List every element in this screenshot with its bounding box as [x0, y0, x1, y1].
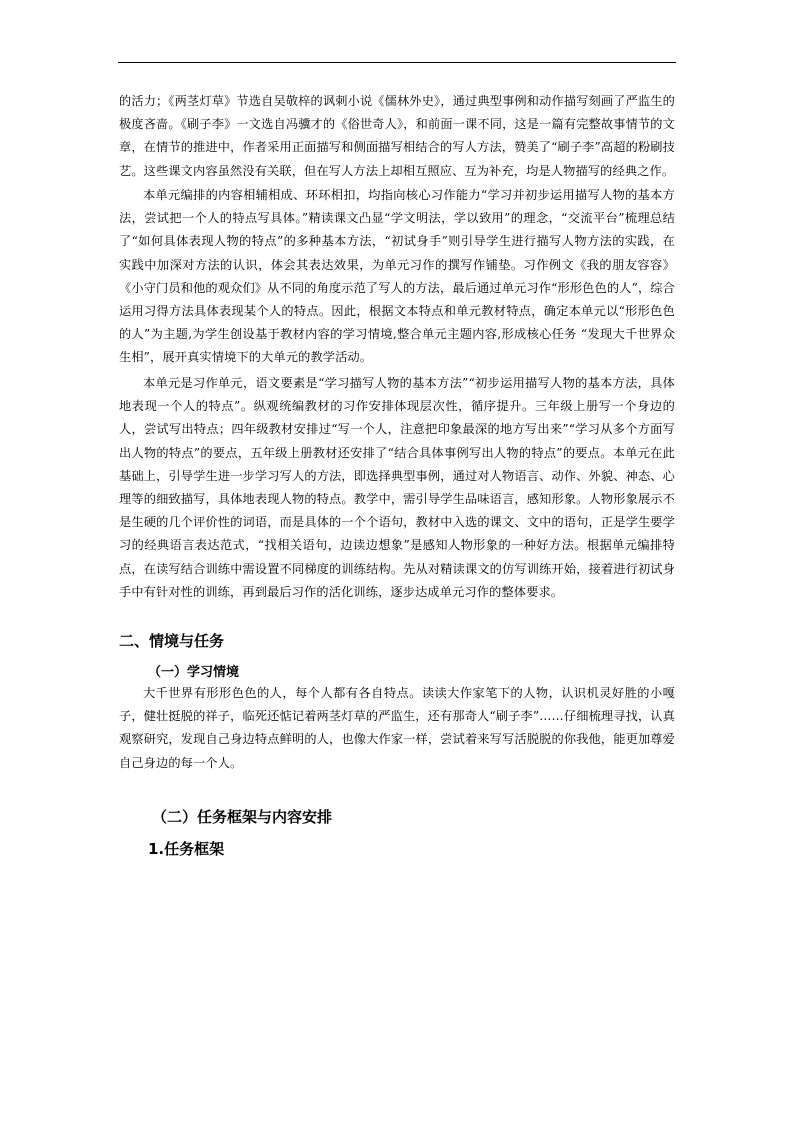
heading-task-framework-sub: 1.任务框架 — [148, 840, 225, 858]
heading-task-framework: （二）任务框架与内容安排 — [152, 808, 333, 826]
paragraph-unit-elements: 本单元是习作单元，语文要素是“学习描写人物的基本方法”“初步运用描写人物的基本方法，具体地表现一个人的特点”。纵观统编教材的习作安排体现层次性，循序提升。三年级上册写一个身边的人，尝试写出特点；四年级教材安排过“写一个人，注意把印象最深的地方写出来”“学习从多个方面写出人物的特点”的要点，五年级上册教材还安排了“结合具体事例写出人物的特点”的要点。本单元在此基础上，引导学生进一步学习写人的方法，即选择典型事例，通过对人物语言、动作、外貌、神态、心理等的细致描写，具体地表现人物的特点。教学中，需引导学生品味语言，感知形象。人物形象展示不是生硬的几个评价性的词语，而是具体的一个个语句，教材中入选的课文、文中的语句，正是学生要学习的经典语言表达范式，“找相关语句，边读边想象”是感知人物形象的一种好方法。根据单元编排特点，在读写结合训练中需设置不同梯度的训练结构。先从对精读课文的仿写训练开始，接着进行初试身手中有针对性的训练，再到最后习作的活化训练，逐步达成单元习作的整体要求。 — [119, 376, 675, 599]
paragraph-learning-context: 大千世界有形形色色的人，每个人都有各自特点。读读大作家笔下的人物，认识机灵好胜的小嘎子，健壮挺脱的祥子，临死还惦记着两茎灯草的严监生，还有那奇人“刷子李”……仔细梳理寻找，认真观察研究，发现自己身边特点鲜明的人，也像大作家一样，尝试着来写写活脱脱的你我他，能更加尊爱自己身边的每一个人。 — [119, 686, 675, 770]
heading-section-two: 二、情境与任务 — [119, 632, 225, 650]
heading-learning-context: （一）学习情境 — [148, 665, 240, 680]
paragraph-unit-arrangement: 本单元编排的内容相辅相成、环环相扣，均指向核心习作能力“学习并初步运用描写人物的基本方法，尝试把一个人的特点写具体。”精读课文凸显“学文明法，学以致用”的理念，“交流平台”梳理总结了“如何具体表现人物的特点”的多种基本方法，“初试身手”则引导学生进行描写人物方法的实践，在实践中加深对方法的认识，体会其表达效果，为单元习作的撰写作铺垫。习作例文《我的朋友容容》《小守门员和他的观众们》从不同的角度示范了写人的方法，最后通过单元习作“形形色色的人”，综合运用习得方法具体表现某个人的特点。因此，根据文本特点和单元教材特点，确定本单元以“形形色色的人”为主题,为学生创设基于教材内容的学习情境,整合单元主题内容,形成核心任务 “发现大千世界众生相”，展开真实情境下的大单元的教学活动。 — [119, 188, 675, 365]
header-rule — [118, 62, 676, 63]
paragraph-intro: 的活力；《两茎灯草》节选自吴敬梓的讽刺小说《儒林外史》，通过典型事例和动作描写刻画了严监生的极度吝啬。《刷子李》一文选自冯骥才的《俗世奇人》，和前面一课不同，这是一篇有完整故事情节的文章，在情节的推进中，作者采用正面描写和侧面描写相结合的写人方法，赞美了“刷子李”高超的粉刷技艺。这些课文内容虽然没有关联，但在写人方法上却相互照应、互为补充，均是人物描写的经典之作。 — [119, 94, 675, 178]
